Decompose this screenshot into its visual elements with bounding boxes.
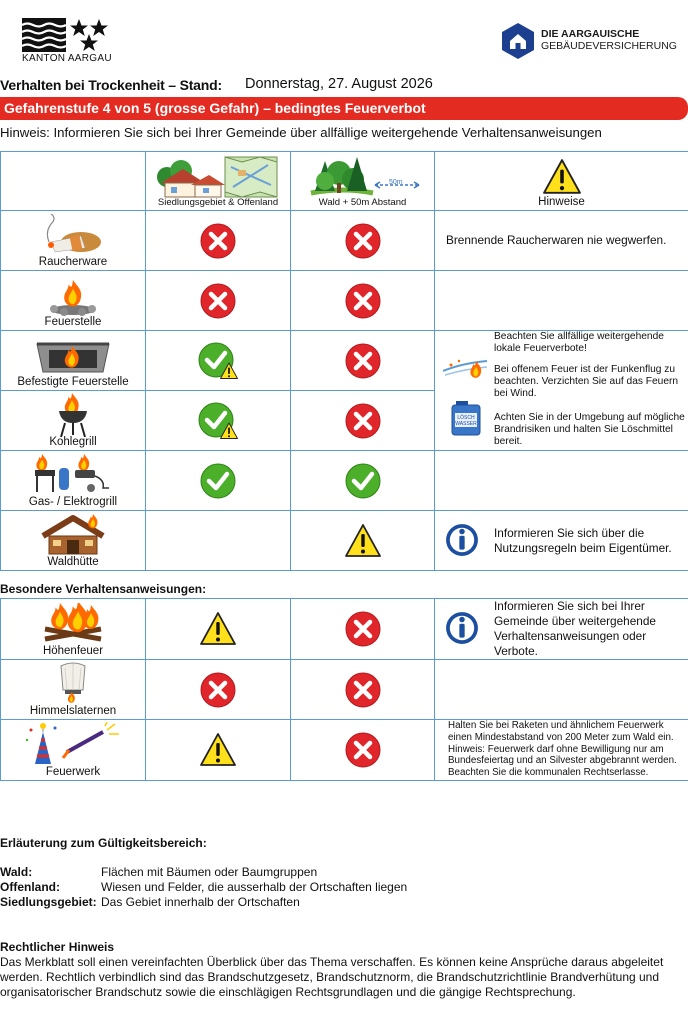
note-cell bbox=[435, 511, 688, 571]
settlement-status-cell bbox=[146, 720, 291, 781]
bucket-label-2: WASSER bbox=[455, 421, 477, 427]
forest-status-cell bbox=[291, 211, 435, 271]
bonfire-icon bbox=[41, 603, 105, 643]
row-note: Halten Sie bei Raketen und ähnlichem Feuerwerk einen Mindestabstand von 200 Meter zum Wald ein. Hinweis: Feuerwerk darf ohne Bewilligung nur am Bundesfeiertag und an Silvester abgebrannt werden. Beachten Sie die kommunalen Rechtserlasse. bbox=[448, 720, 677, 779]
agv-line-1: DIE AARGAUISCHE bbox=[541, 28, 640, 40]
legal-line-1: Das Merkblatt soll einen vereinfachten Überblick über das Thema verschaffen. Es können keine Ansprüche daraus abgeleitet bbox=[0, 955, 664, 969]
header-settlement-cell bbox=[146, 152, 291, 211]
forbidden-icon bbox=[200, 672, 236, 708]
note-cell bbox=[435, 599, 688, 660]
row-label-cell bbox=[1, 331, 146, 391]
warning-icon bbox=[541, 158, 583, 196]
agv-logo-icon bbox=[500, 22, 536, 60]
info-icon bbox=[445, 520, 479, 560]
settlement-status-cell bbox=[146, 451, 291, 511]
header-notes-cell bbox=[435, 152, 688, 211]
scope-desc: Das Gebiet innerhalb der Ortschaften bbox=[101, 895, 300, 909]
forbidden-icon bbox=[345, 283, 381, 319]
table-row bbox=[1, 599, 688, 660]
gas-electric-grill-icon bbox=[33, 454, 113, 494]
table-row bbox=[1, 720, 688, 781]
hint-text: Hinweis: Informieren Sie sich bei Ihrer Gemeinde über allfällige weitergehende Verhaltensanweisungen bbox=[0, 125, 602, 140]
forest-status-cell bbox=[291, 451, 435, 511]
forbidden-icon bbox=[345, 223, 381, 259]
legal-title: Rechtlicher Hinweis bbox=[0, 940, 115, 954]
agv-name bbox=[541, 28, 677, 52]
warning-icon bbox=[345, 523, 381, 559]
danger-level-text: Gefahrenstufe 4 von 5 (grosse Gefahr) – bedingtes Feuerverbot bbox=[4, 100, 426, 116]
allowed-with-caution-icon bbox=[198, 342, 238, 380]
forest-status-cell bbox=[291, 720, 435, 781]
charcoal-grill-icon bbox=[53, 393, 93, 437]
row-label-cell bbox=[1, 720, 146, 781]
forest-icon bbox=[303, 153, 423, 199]
status-date: Donnerstag, 27. August 2026 bbox=[245, 76, 433, 92]
forbidden-icon bbox=[345, 403, 381, 439]
row-note: Informieren Sie sich über die Nutzungsregeln beim Eigentümer. bbox=[494, 525, 672, 555]
fireworks-icon bbox=[23, 722, 123, 766]
note-sparks: Bei offenem Feuer ist der Funkenflug zu beachten. Verzichten Sie auf das Feuern bei Wind. bbox=[494, 364, 679, 399]
warning-icon bbox=[200, 611, 236, 647]
row-label: Raucherware bbox=[38, 256, 108, 268]
row-label-cell bbox=[1, 660, 146, 720]
allowed-with-caution-icon bbox=[198, 402, 238, 440]
row-label: Gas- / Elektrogrill bbox=[28, 496, 118, 508]
row-label: Waldhütte bbox=[47, 556, 99, 568]
settlement-status-cell bbox=[146, 599, 291, 660]
note-cell bbox=[435, 451, 688, 511]
distance-label: 50m bbox=[389, 179, 403, 186]
village-map-icon bbox=[153, 155, 283, 199]
legal-line-2: werden. Rechtlich verbindlich sind das Brandschutzgesetz, Brandschutznorm, die Brandschutzrichtlinie Brandverhütung und bbox=[0, 970, 660, 984]
kanton-name: KANTON AARGAU bbox=[22, 53, 112, 64]
forest-status-cell bbox=[291, 331, 435, 391]
note-local-bans: Beachten Sie allfällige weitergehende lokale Feuerverbote! bbox=[494, 331, 664, 354]
table-row bbox=[1, 660, 688, 720]
forbidden-icon bbox=[200, 283, 236, 319]
settlement-status-cell bbox=[146, 331, 291, 391]
note-cell bbox=[435, 720, 688, 781]
note-cell bbox=[435, 211, 688, 271]
kanton-aargau-logo bbox=[22, 18, 112, 52]
rules-table bbox=[0, 151, 688, 571]
table-row bbox=[1, 331, 688, 391]
forbidden-icon bbox=[345, 672, 381, 708]
table-row bbox=[1, 271, 688, 331]
info-icon bbox=[445, 608, 479, 648]
table-header-row bbox=[1, 152, 688, 211]
forbidden-icon bbox=[345, 732, 381, 768]
warning-icon bbox=[200, 732, 236, 768]
header-empty-cell bbox=[1, 152, 146, 211]
cigarette-icon bbox=[41, 214, 105, 256]
water-bucket-icon bbox=[450, 401, 482, 437]
row-label: Feuerstelle bbox=[44, 316, 102, 328]
row-note: Informieren Sie sich bei Ihrer Gemeinde über weitergehende Verhaltensanweisungen oder Verbote. bbox=[494, 599, 656, 658]
row-label: Feuerwerk bbox=[45, 766, 101, 778]
scope-item-siedlungsgebiet bbox=[0, 895, 300, 909]
forbidden-icon bbox=[345, 343, 381, 379]
scope-term: Siedlungsgebiet: bbox=[0, 895, 97, 909]
settlement-status-cell bbox=[146, 511, 291, 571]
column-label-forest: Wald + 50m Abstand bbox=[318, 197, 407, 208]
scope-term: Wald: bbox=[0, 865, 33, 879]
forest-hut-icon bbox=[41, 514, 105, 556]
special-rules-table bbox=[0, 598, 688, 781]
forest-status-cell bbox=[291, 391, 435, 451]
legal-line-3: organisatorischer Brandschutz sowie die einschlägigen Rechtsgrundlagen und die gängige Rechtsprechung. bbox=[0, 985, 576, 999]
sky-lantern-icon bbox=[53, 662, 93, 706]
row-label-cell bbox=[1, 391, 146, 451]
note-cell bbox=[435, 660, 688, 720]
table-row bbox=[1, 211, 688, 271]
row-label-cell bbox=[1, 599, 146, 660]
settlement-status-cell bbox=[146, 271, 291, 331]
page-title: Verhalten bei Trockenheit – Stand: bbox=[0, 77, 222, 93]
settlement-status-cell bbox=[146, 391, 291, 451]
settlement-status-cell bbox=[146, 660, 291, 720]
forest-status-cell bbox=[291, 599, 435, 660]
settlement-status-cell bbox=[146, 211, 291, 271]
table-row bbox=[1, 511, 688, 571]
forbidden-icon bbox=[200, 223, 236, 259]
scope-title: Erläuterung zum Gültigkeitsbereich: bbox=[0, 836, 207, 850]
note-cell bbox=[435, 271, 688, 331]
header-forest-cell bbox=[291, 152, 435, 211]
row-label-cell bbox=[1, 451, 146, 511]
forest-status-cell bbox=[291, 511, 435, 571]
agv-line-2: GEBÄUDEVERSICHERUNG bbox=[541, 40, 677, 52]
row-label: Befestigte Feuerstelle bbox=[17, 376, 129, 388]
forbidden-icon bbox=[345, 611, 381, 647]
row-label: Höhenfeuer bbox=[42, 645, 104, 657]
bucket-label-1: LÖSCH bbox=[457, 415, 475, 421]
special-section-title: Besondere Verhaltensanweisungen: bbox=[0, 582, 207, 596]
danger-level-bar bbox=[0, 97, 688, 120]
row-label-cell bbox=[1, 211, 146, 271]
row-note: Brennende Raucherwaren nie wegwerfen. bbox=[446, 233, 667, 247]
scope-desc: Flächen mit Bäumen oder Baumgruppen bbox=[101, 865, 318, 879]
column-label-notes: Hinweise bbox=[538, 196, 585, 208]
row-label-cell bbox=[1, 271, 146, 331]
row-label-cell bbox=[1, 511, 146, 571]
row-label: Himmelslaternen bbox=[29, 705, 117, 717]
scope-term: Offenland: bbox=[0, 880, 60, 894]
row-label: Kohlegrill bbox=[49, 436, 97, 448]
sparks-icon bbox=[443, 357, 491, 379]
column-label-settlement: Siedlungsgebiet & Offenland bbox=[157, 197, 279, 208]
campfire-icon bbox=[48, 276, 98, 316]
scope-item-wald bbox=[0, 865, 317, 879]
merged-note-cell bbox=[435, 331, 688, 451]
allowed-icon bbox=[345, 463, 381, 499]
forest-status-cell bbox=[291, 660, 435, 720]
fireplace-icon bbox=[33, 336, 113, 374]
table-row bbox=[1, 451, 688, 511]
scope-item-offenland bbox=[0, 880, 407, 894]
note-extinguish: Achten Sie in der Umgebung auf mögliche Brandrisiken und halten Sie Löschmittel bereit. bbox=[494, 412, 685, 447]
forest-status-cell bbox=[291, 271, 435, 331]
allowed-icon bbox=[200, 463, 236, 499]
scope-desc: Wiesen und Felder, die ausserhalb der Ortschaften liegen bbox=[101, 880, 408, 894]
page-header bbox=[0, 0, 688, 75]
